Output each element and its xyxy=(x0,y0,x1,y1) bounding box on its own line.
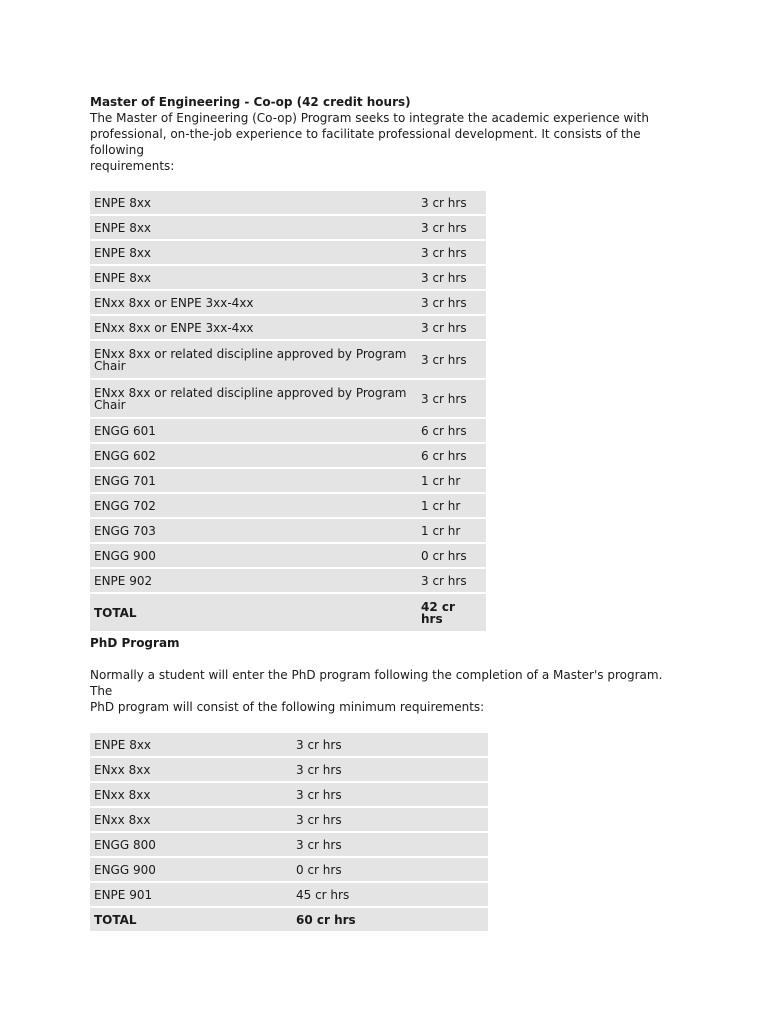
table-row xyxy=(90,266,486,289)
course-cell xyxy=(90,883,292,906)
course-text: ENxx 8xx or related discipline approved by Program xyxy=(94,346,407,361)
credits-text: 45 cr hrs xyxy=(296,887,350,902)
credits-cell xyxy=(292,833,488,856)
credits-text: 0 cr hrs xyxy=(296,862,342,877)
course-cell xyxy=(90,783,292,806)
course-text: TOTAL xyxy=(94,605,137,620)
credits-cell xyxy=(417,380,486,417)
course-text: Chair xyxy=(94,397,126,412)
course-text: ENGG 701 xyxy=(94,473,156,488)
phd-intro xyxy=(90,667,680,715)
course-cell xyxy=(90,444,417,467)
credits-cell xyxy=(417,544,486,567)
table-row xyxy=(90,341,486,378)
credits-text: 3 cr hrs xyxy=(421,270,467,285)
course-text: ENPE 8xx xyxy=(94,270,152,285)
course-text: ENPE 901 xyxy=(94,887,153,902)
table-row xyxy=(90,808,488,831)
table-row xyxy=(90,883,488,906)
credits-text: 6 cr hrs xyxy=(421,423,467,438)
credits-text: 0 cr hrs xyxy=(421,548,467,563)
coop-intro-line: professional, on-the-job experience to facilitate professional development. It consists of the following xyxy=(90,127,641,157)
course-text: ENPE 8xx xyxy=(94,245,152,260)
credits-text: 3 cr hrs xyxy=(421,391,467,406)
course-text: ENGG 900 xyxy=(94,862,156,877)
course-cell xyxy=(90,544,417,567)
credits-cell xyxy=(417,216,486,239)
credits-text: 1 cr hr xyxy=(421,498,461,513)
course-text: ENGG 900 xyxy=(94,548,156,563)
phd-intro-line: Normally a student will enter the PhD program following the completion of a Master's program. The xyxy=(90,668,663,698)
credits-cell xyxy=(417,316,486,339)
credits-cell xyxy=(417,444,486,467)
credits-text: 3 cr hrs xyxy=(421,245,467,260)
table-row xyxy=(90,419,486,442)
course-text: ENGG 800 xyxy=(94,837,156,852)
credits-text: 3 cr hrs xyxy=(296,812,342,827)
table-row xyxy=(90,316,486,339)
course-cell xyxy=(90,758,292,781)
course-cell xyxy=(90,594,417,631)
course-cell xyxy=(90,291,417,314)
credits-cell xyxy=(417,341,486,378)
course-text: ENxx 8xx or ENPE 3xx-4xx xyxy=(94,295,254,310)
table-row xyxy=(90,216,486,239)
course-cell xyxy=(90,419,417,442)
course-text: ENPE 8xx xyxy=(94,737,152,752)
credits-cell xyxy=(417,241,486,264)
credits-cell xyxy=(417,266,486,289)
credits-text: 3 cr hrs xyxy=(296,787,342,802)
credits-text: 3 cr hrs xyxy=(296,837,342,852)
course-cell xyxy=(90,519,417,542)
course-text: ENGG 601 xyxy=(94,423,156,438)
credits-cell xyxy=(417,419,486,442)
coop-intro-line: requirements: xyxy=(90,159,175,173)
table-row xyxy=(90,758,488,781)
total-row xyxy=(90,594,486,631)
credits-cell xyxy=(417,191,486,214)
coop-intro xyxy=(90,110,680,174)
course-cell xyxy=(90,341,417,378)
credits-text: 3 cr hrs xyxy=(296,737,342,752)
total-row xyxy=(90,908,488,931)
course-text: ENPE 8xx xyxy=(94,220,152,235)
table-row xyxy=(90,544,486,567)
credits-cell xyxy=(292,758,488,781)
credits-cell xyxy=(417,469,486,492)
phd-intro-line: PhD program will consist of the following minimum requirements: xyxy=(90,700,485,714)
credits-cell xyxy=(417,519,486,542)
course-text: ENxx 8xx xyxy=(94,812,151,827)
credits-cell xyxy=(292,783,488,806)
coop-intro-line: The Master of Engineering (Co-op) Program seeks to integrate the academic experience with xyxy=(90,111,649,125)
credits-cell xyxy=(292,733,488,756)
course-cell xyxy=(90,569,417,592)
document-page xyxy=(90,94,680,933)
table-row xyxy=(90,858,488,881)
credits-cell xyxy=(292,808,488,831)
table-row xyxy=(90,569,486,592)
course-cell xyxy=(90,241,417,264)
course-cell xyxy=(90,191,417,214)
course-text: ENPE 902 xyxy=(94,573,153,588)
course-text: ENPE 8xx xyxy=(94,195,152,210)
credits-cell xyxy=(417,291,486,314)
course-cell xyxy=(90,216,417,239)
table-row xyxy=(90,469,486,492)
course-text: ENGG 602 xyxy=(94,448,156,463)
course-text: ENxx 8xx xyxy=(94,787,151,802)
credits-cell xyxy=(292,858,488,881)
course-cell xyxy=(90,733,292,756)
table-row xyxy=(90,241,486,264)
course-cell xyxy=(90,833,292,856)
credits-text: 3 cr hrs xyxy=(421,320,467,335)
table-row xyxy=(90,380,486,417)
course-cell xyxy=(90,908,292,931)
course-text: ENxx 8xx or related discipline approved by Program xyxy=(94,385,407,400)
credits-text: 3 cr hrs xyxy=(421,573,467,588)
table-row xyxy=(90,783,488,806)
table-row xyxy=(90,494,486,517)
credits-cell xyxy=(417,594,486,631)
credits-text: 3 cr hrs xyxy=(421,295,467,310)
coop-heading: Master of Engineering - Co-op (42 credit hours) xyxy=(90,95,411,109)
credits-text: 3 cr hrs xyxy=(421,195,467,210)
table-row xyxy=(90,191,486,214)
credits-text: 3 cr hrs xyxy=(421,352,467,367)
table-row xyxy=(90,291,486,314)
course-cell xyxy=(90,266,417,289)
course-cell xyxy=(90,858,292,881)
credits-cell xyxy=(292,908,488,931)
course-text: ENxx 8xx xyxy=(94,762,151,777)
table-row xyxy=(90,519,486,542)
coop-requirements-table xyxy=(90,189,486,633)
credits-text: 3 cr hrs xyxy=(296,762,342,777)
course-text: ENGG 703 xyxy=(94,523,156,538)
credits-text: 1 cr hr xyxy=(421,473,461,488)
course-cell xyxy=(90,469,417,492)
credits-text: 1 cr hr xyxy=(421,523,461,538)
credits-text: 60 cr hrs xyxy=(296,912,356,927)
course-text: ENGG 702 xyxy=(94,498,156,513)
course-text: ENxx 8xx or ENPE 3xx-4xx xyxy=(94,320,254,335)
course-text: TOTAL xyxy=(94,912,137,927)
table-row xyxy=(90,833,488,856)
course-cell xyxy=(90,380,417,417)
credits-text: 3 cr hrs xyxy=(421,220,467,235)
phd-requirements-table xyxy=(90,731,488,933)
table-row xyxy=(90,444,486,467)
credits-cell xyxy=(292,883,488,906)
course-cell xyxy=(90,808,292,831)
credits-cell xyxy=(417,569,486,592)
course-cell xyxy=(90,316,417,339)
table-row xyxy=(90,733,488,756)
course-text: Chair xyxy=(94,358,126,373)
credits-text: hrs xyxy=(421,611,443,626)
course-cell xyxy=(90,494,417,517)
credits-text: 6 cr hrs xyxy=(421,448,467,463)
phd-heading: PhD Program xyxy=(90,636,180,650)
credits-cell xyxy=(417,494,486,517)
credits-text: 42 cr xyxy=(421,599,455,614)
